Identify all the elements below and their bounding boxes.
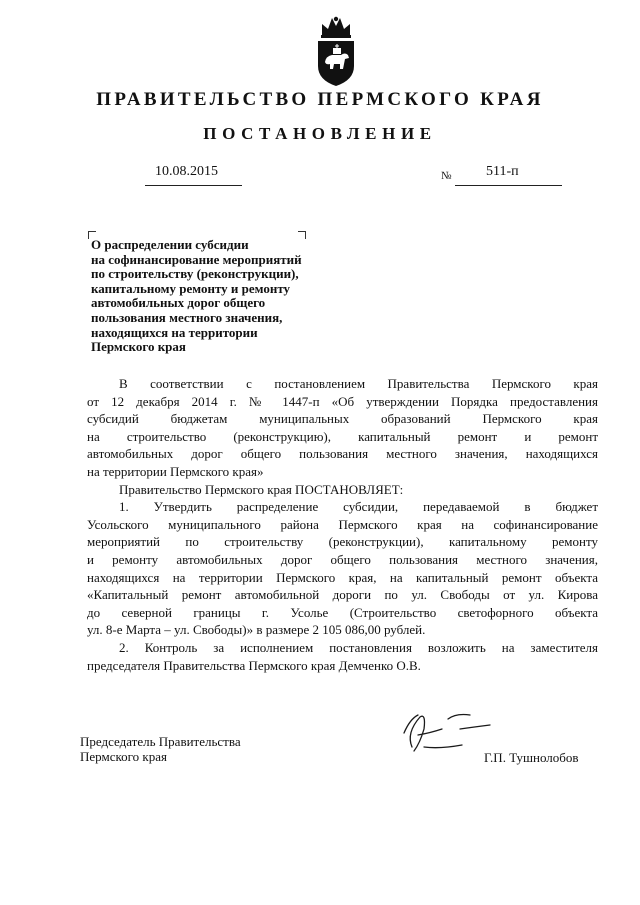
body-line: субсидий бюджетам муниципальных образований Пермского края xyxy=(87,411,598,427)
document-number-value: 511-п xyxy=(486,164,519,179)
subject-line: на софинансирование мероприятий xyxy=(91,251,302,267)
document-subject xyxy=(91,238,381,355)
subject-line: находящихся на территории xyxy=(91,324,258,340)
signer-title xyxy=(80,734,241,764)
body-line: председателя Правительства Пермского края Демченко О.В. xyxy=(87,657,421,673)
body-line: мероприятий по строительству (реконструкции), капитальному ремонту xyxy=(87,534,598,550)
signer-title-line: Председатель Правительства xyxy=(80,734,241,749)
document-type: ПОСТАНОВЛЕНИЕ xyxy=(203,124,437,143)
document-date xyxy=(145,164,242,186)
body-line: до северной границы г. Усолье (Строительство светофорного объекта xyxy=(87,604,598,620)
body-line: Правительство Пермского края ПОСТАНОВЛЯЕТ: xyxy=(119,481,404,497)
body-line: находящихся на территории Пермского края, на капитальный ремонт объекта xyxy=(87,569,598,585)
number-sign: № xyxy=(441,170,452,182)
body-line: «Капитальный ремонт автомобильной дороги по ул. Свободы от ул. Кирова xyxy=(87,587,598,603)
body-line: В соответствии с постановлением Правительства Пермского края xyxy=(119,376,598,391)
body-line: на территории Пермского края» xyxy=(87,463,264,479)
body-line: 2. Контроль за исполнением постановления возложить на заместителя xyxy=(119,639,598,655)
body-line: Усольского муниципального района Пермского края на софинансирование xyxy=(87,516,598,532)
document-number xyxy=(455,164,562,186)
body-line: и ремонту автомобильных дорог общего пользования местного значения, xyxy=(87,551,598,567)
signer-title-line: Пермского края xyxy=(80,749,167,764)
subject-line: автомобильных дорог общего xyxy=(91,295,266,311)
subject-line: капитальному ремонту и ремонту xyxy=(91,280,291,296)
subject-line: О распределении субсидии xyxy=(91,237,249,252)
subject-line: пользования местного значения, xyxy=(91,309,283,325)
subject-line: Пермского края xyxy=(91,339,186,355)
body-line: на строительство (реконструкцию), капитальный ремонт и ремонт xyxy=(87,428,598,444)
perm-krai-coat-of-arms-icon xyxy=(314,14,358,88)
body-line: ул. 8-е Марта – ул. Свободы)» в размере 2 105 086,00 рублей. xyxy=(87,622,426,638)
body-line: от 12 декабря 2014 г. № 1447-п «Об утверждении Порядка предоставления xyxy=(87,393,598,409)
signer-name: Г.П. Тушнолобов xyxy=(484,750,579,765)
document-date-value: 10.08.2015 xyxy=(155,164,218,179)
document-body xyxy=(87,375,598,674)
subject-line: по строительству (реконструкции), xyxy=(91,266,299,282)
government-title: ПРАВИТЕЛЬСТВО ПЕРМСКОГО КРАЯ xyxy=(96,89,544,110)
body-line: 1. Утвердить распределение субсидии, передаваемой в бюджет xyxy=(119,499,598,515)
body-line: автомобильных дорог общего пользования местного значения, находящихся xyxy=(87,446,598,462)
